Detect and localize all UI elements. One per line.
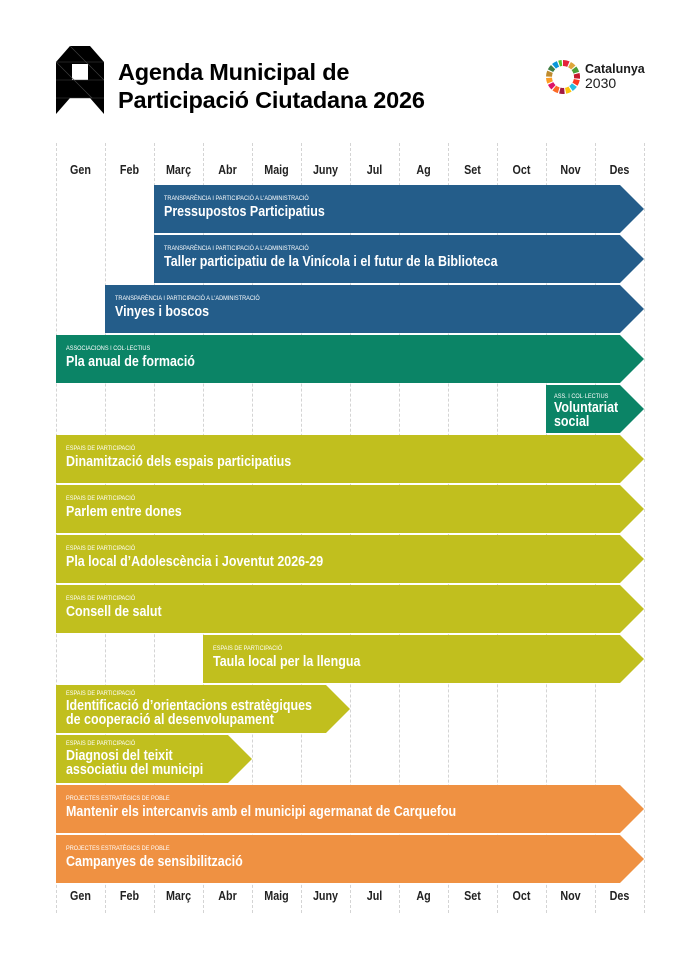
bar-title: Vinyes i boscos: [115, 304, 210, 320]
month-label: Ag: [416, 163, 431, 177]
bar-title-line: Identificació d’orientacions estratègiques: [66, 698, 313, 714]
bar-category: PROJECTES ESTRATÈGICS DE POBLE: [66, 845, 170, 852]
gantt-bar: [56, 835, 644, 883]
bar-title: [66, 750, 203, 777]
bar-category: TRANSPARÈNCIA I PARTICIPACIÓ A L'ADMINISTRACIÓ: [164, 195, 309, 202]
month-label: Nov: [560, 163, 581, 177]
gantt-bar: [56, 785, 644, 833]
bar-category: ESPAIS DE PARTICIPACIÓ: [213, 645, 283, 652]
bar-title: [554, 402, 618, 429]
month-label: Juny: [312, 163, 339, 177]
bar-category: PROJECTES ESTRATÈGICS DE POBLE: [66, 795, 170, 802]
gantt-bar: [546, 385, 644, 433]
month-label: Nov: [560, 889, 581, 903]
gantt-bar: [154, 185, 644, 233]
month-label: Jul: [366, 163, 383, 177]
gantt-bar: [105, 285, 644, 333]
month-label: Juny: [312, 889, 339, 903]
bar-title: Pla local d’Adolescència i Joventut 2026-29: [66, 554, 324, 570]
page-title: [118, 58, 425, 114]
gantt-bar: [56, 685, 350, 733]
month-label: Maig: [264, 163, 289, 177]
month-label: Des: [609, 163, 630, 177]
gantt-bar: [56, 735, 252, 783]
grid-line: [644, 143, 645, 913]
bar-category: TRANSPARÈNCIA I PARTICIPACIÓ A L'ADMINISTRACIÓ: [164, 245, 309, 252]
month-label: Abr: [218, 889, 237, 903]
gantt-bar: [56, 485, 644, 533]
bar-category: ESPAIS DE PARTICIPACIÓ: [66, 595, 136, 602]
sdg-color-wheel-icon: [546, 60, 580, 94]
gantt-bar: [56, 435, 644, 483]
bar-title: Pla anual de formació: [66, 354, 195, 370]
bar-title: [66, 700, 312, 727]
title-line-1: Agenda Municipal de: [118, 59, 350, 85]
bar-title: Mantenir els intercanvis amb el municipi agermanat de Carquefou: [66, 804, 457, 820]
month-label: Oct: [512, 163, 531, 177]
bar-category: ESPAIS DE PARTICIPACIÓ: [66, 690, 136, 697]
month-label: Gen: [70, 163, 91, 177]
brand-text: [585, 63, 645, 91]
month-label: Feb: [119, 163, 140, 177]
month-label: Feb: [119, 889, 140, 903]
gantt-bar: [154, 235, 644, 283]
month-label: Maig: [264, 889, 289, 903]
bar-title-line: Diagnosi del teixit: [66, 748, 173, 764]
month-label: Set: [464, 163, 481, 177]
bar-category: ESPAIS DE PARTICIPACIÓ: [66, 545, 136, 552]
bar-category: ESPAIS DE PARTICIPACIÓ: [66, 445, 136, 452]
gantt-bar: [56, 585, 644, 633]
month-label: Gen: [70, 889, 91, 903]
month-label: Març: [165, 889, 192, 903]
brand-name: Catalunya: [585, 62, 645, 76]
bar-title: Taller participatiu de la Vinícola i el futur de la Biblioteca: [164, 254, 498, 270]
bar-title-line: de cooperació al desenvolupament: [66, 711, 274, 728]
bar-category: ESPAIS DE PARTICIPACIÓ: [66, 740, 136, 747]
gantt-bar: [203, 635, 644, 683]
gantt-bar: [56, 335, 644, 383]
bar-title-line: associatiu del municipi: [66, 761, 204, 778]
bar-title: Dinamització dels espais participatius: [66, 454, 292, 470]
month-label: Set: [464, 889, 481, 903]
gantt-bar: [56, 535, 644, 583]
bar-category: ASS. I COL·LECTIUS: [554, 393, 609, 400]
bar-category: TRANSPARÈNCIA I PARTICIPACIÓ A L'ADMINISTRACIÓ: [115, 295, 260, 302]
month-label: Abr: [218, 163, 237, 177]
bar-title: Consell de salut: [66, 604, 162, 620]
bar-title: Taula local per la llengua: [213, 654, 361, 670]
bar-category: ESPAIS DE PARTICIPACIÓ: [66, 495, 136, 502]
month-label: Ag: [416, 889, 431, 903]
month-label: Març: [165, 163, 192, 177]
month-label: Oct: [512, 889, 531, 903]
bar-category: ASSOCIACIONS I COL·LECTIUS: [66, 345, 151, 352]
bar-title-line: social: [554, 413, 590, 430]
month-label: Des: [609, 889, 630, 903]
month-label: Jul: [366, 889, 383, 903]
bar-title-line: Voluntariat: [554, 400, 619, 416]
bar-title: Campanyes de sensibilització: [66, 854, 243, 870]
bar-title: Pressupostos Participatius: [164, 204, 325, 220]
municipal-logo-icon: [56, 46, 104, 114]
brand-year: 2030: [585, 75, 617, 91]
bar-title: Parlem entre dones: [66, 504, 182, 520]
title-line-2: Participació Ciutadana 2026: [118, 87, 425, 113]
